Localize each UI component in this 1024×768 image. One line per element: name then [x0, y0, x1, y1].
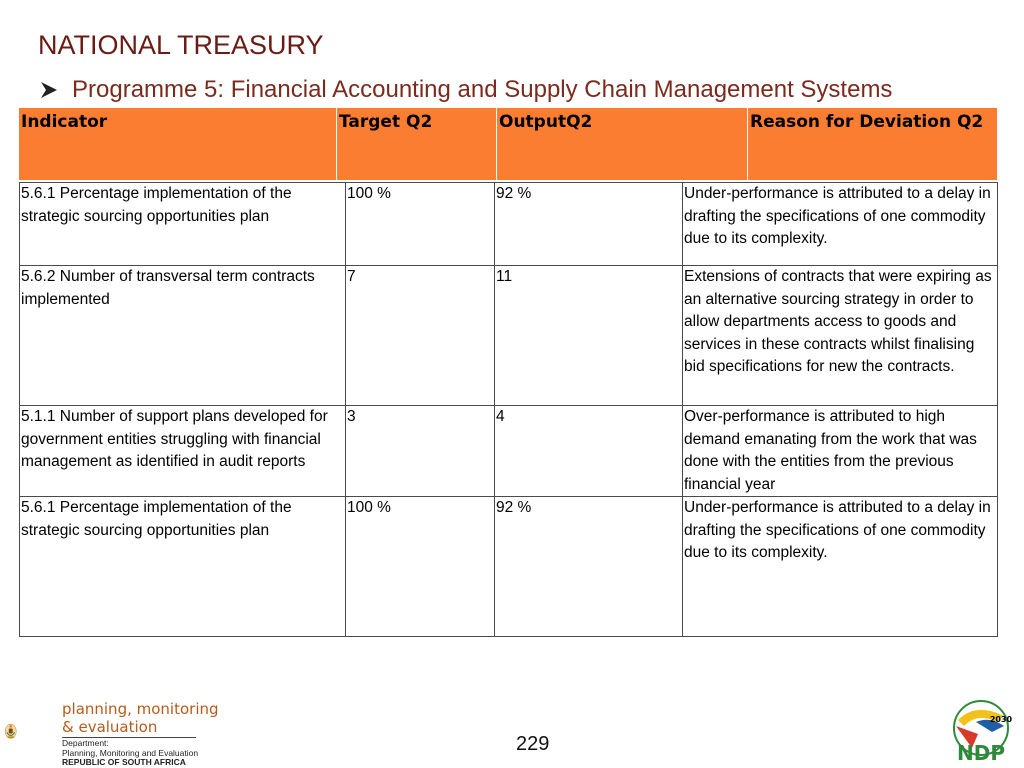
dept-line-1: Department: — [62, 738, 109, 748]
column-header-reason: Reason for Deviation Q2 — [750, 112, 984, 132]
arrow-bullet-icon — [38, 79, 60, 101]
page-title: NATIONAL TREASURY — [38, 30, 324, 60]
ndp-year: 2030 — [989, 715, 1013, 724]
ndp-text: NDP — [957, 741, 1005, 764]
cell-target: 100 % — [346, 497, 495, 637]
cell-indicator: 5.6.1 Percentage implementation of the strategic sourcing opportunities plan — [20, 497, 346, 637]
cell-reason: Extensions of contracts that were expiring as an alternative sourcing strategy in order to allow departments access to goods and services in these contracts whilst finalising bid specifications for new the contracts. — [683, 266, 998, 406]
subtitle-row — [38, 76, 892, 104]
column-header-indicator: Indicator — [19, 108, 337, 180]
coat-of-arms-icon — [4, 698, 60, 764]
cell-target: 3 — [346, 406, 495, 497]
ndp-logo-icon — [946, 698, 1016, 764]
subtitle: Programme 5: Financial Accounting and Supply Chain Management Systems — [72, 76, 893, 103]
cell-target: 100 % — [346, 183, 495, 266]
pme-line-2: & evaluation — [62, 718, 158, 736]
indicator-table — [19, 182, 998, 637]
department-label — [62, 737, 198, 768]
table-row — [20, 183, 998, 266]
cell-indicator: 5.1.1 Number of support plans developed for government entities struggling with financial management as identified in audit reports — [20, 406, 346, 497]
pme-wordmark — [62, 700, 219, 736]
table-row — [20, 406, 998, 497]
dept-line-3: REPUBLIC OF SOUTH AFRICA — [62, 757, 186, 767]
cell-reason: Over-performance is attributed to high demand emanating from the work that was done with the entities from the previous financial year — [683, 406, 998, 497]
column-header-output: OutputQ2 — [497, 108, 748, 180]
cell-indicator: 5.6.2 Number of transversal term contracts implemented — [20, 266, 346, 406]
cell-output: 4 — [495, 406, 683, 497]
cell-output: 92 % — [495, 183, 683, 266]
table-row — [20, 266, 998, 406]
table-header — [19, 108, 997, 180]
cell-output: 92 % — [495, 497, 683, 637]
cell-output: 11 — [495, 266, 683, 406]
column-header-target: Target Q2 — [337, 108, 497, 180]
cell-target: 7 — [346, 266, 495, 406]
dept-line-2: Planning, Monitoring and Evaluation — [62, 747, 199, 758]
table-row — [20, 497, 998, 637]
cell-indicator: 5.6.1 Percentage implementation of the strategic sourcing opportunities plan — [20, 183, 346, 266]
cell-reason: Under-performance is attributed to a delay in drafting the specifications of one commodity due to its complexity. — [683, 183, 998, 266]
pme-line-1: planning, monitoring — [62, 700, 219, 718]
cell-reason: Under-performance is attributed to a delay in drafting the specifications of one commodity due to its complexity. — [683, 497, 998, 637]
page-number: 229 — [516, 733, 550, 755]
